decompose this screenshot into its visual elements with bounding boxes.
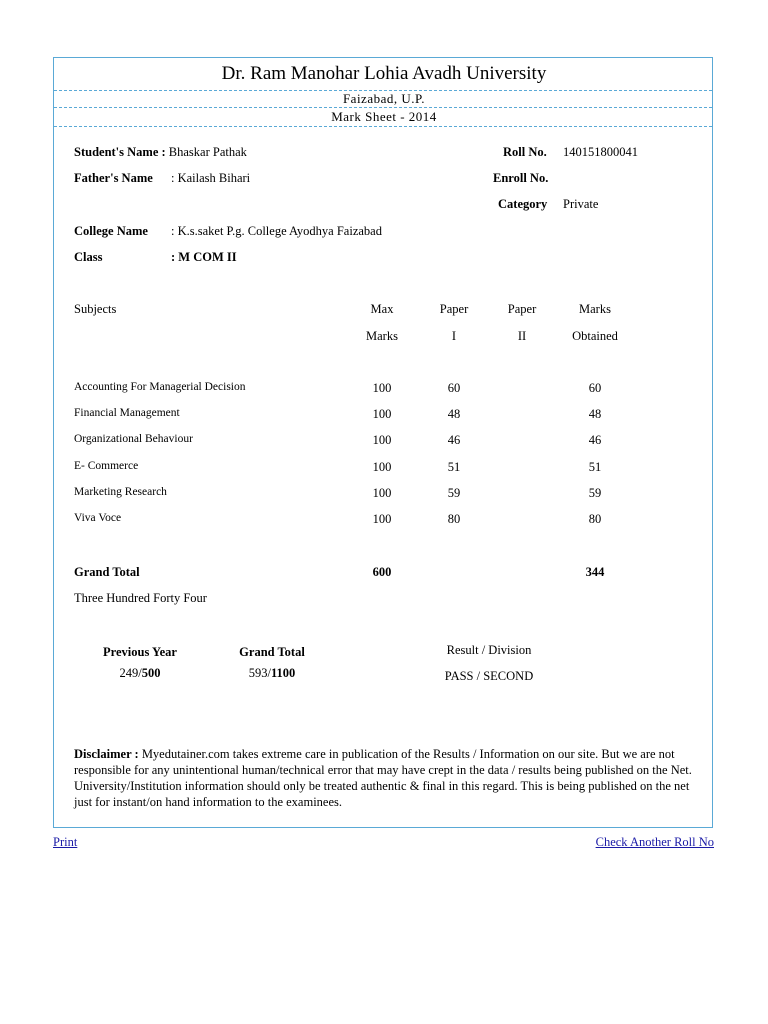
paper1-marks: 51 bbox=[447, 460, 461, 474]
grand-total-summary-value bbox=[226, 666, 318, 681]
grand-total-max-total: 1100 bbox=[270, 666, 296, 680]
obtained-marks: 80 bbox=[588, 512, 602, 526]
student-name-row bbox=[74, 145, 247, 160]
paper1-marks: 48 bbox=[447, 407, 461, 421]
disclaimer bbox=[74, 746, 699, 810]
max-marks: 100 bbox=[372, 407, 392, 421]
category-label: Category bbox=[498, 197, 548, 211]
obtained-marks: 60 bbox=[588, 381, 602, 395]
header-paper1-num: I bbox=[451, 329, 457, 343]
father-name-value: : Kailash Bihari bbox=[171, 171, 251, 185]
class-label: Class bbox=[74, 250, 103, 264]
subject-name: Accounting For Managerial Decision bbox=[74, 381, 246, 393]
enroll-no-label: Enroll No. bbox=[493, 171, 549, 185]
grand-total-max: 600 bbox=[372, 565, 392, 579]
roll-no-label: Roll No. bbox=[503, 145, 547, 159]
header-paper2: Paper bbox=[507, 302, 537, 316]
paper1-marks: 59 bbox=[447, 486, 461, 500]
subject-name: Marketing Research bbox=[74, 486, 167, 498]
max-marks: 100 bbox=[372, 486, 392, 500]
max-marks: 100 bbox=[372, 512, 392, 526]
previous-year-total: 500 bbox=[141, 666, 161, 680]
divider bbox=[54, 107, 712, 108]
paper1-marks: 46 bbox=[447, 433, 461, 447]
class-value: : M COM II bbox=[171, 250, 237, 264]
check-another-roll-no-link[interactable]: Check Another Roll No bbox=[595, 835, 714, 849]
marksheet-title: Mark Sheet - 2014 bbox=[331, 109, 437, 124]
category-value: Private bbox=[563, 197, 599, 211]
student-name-label: Student's Name : bbox=[74, 145, 166, 159]
paper1-marks: 60 bbox=[447, 381, 461, 395]
roll-no-value: 140151800041 bbox=[563, 145, 638, 159]
obtained-marks: 46 bbox=[588, 433, 602, 447]
print-link[interactable]: Print bbox=[53, 835, 78, 849]
header-obtained: Obtained bbox=[572, 329, 618, 343]
max-marks: 100 bbox=[372, 433, 392, 447]
header-max: Max bbox=[370, 302, 394, 316]
university-name: Dr. Ram Manohar Lohia Avadh University bbox=[221, 63, 547, 84]
previous-year-label: Previous Year bbox=[103, 645, 177, 659]
subject-name: Organizational Behaviour bbox=[74, 433, 193, 445]
subject-name: Financial Management bbox=[74, 407, 180, 419]
grand-total-summary-label: Grand Total bbox=[239, 645, 305, 659]
subject-name: E- Commerce bbox=[74, 460, 139, 472]
header-paper2-num: II bbox=[517, 329, 527, 343]
subject-name: Viva Voce bbox=[74, 512, 122, 524]
max-marks: 100 bbox=[372, 460, 392, 474]
disclaimer-label: Disclaimer : bbox=[74, 747, 139, 761]
obtained-marks: 59 bbox=[588, 486, 602, 500]
header-paper1: Paper bbox=[439, 302, 469, 316]
divider bbox=[54, 126, 712, 127]
total-in-words: Three Hundred Forty Four bbox=[74, 591, 207, 605]
university-place: Faizabad, U.P. bbox=[342, 91, 426, 106]
grand-total-score: 593/ bbox=[248, 666, 271, 680]
father-name-label: Father's Name bbox=[74, 171, 153, 185]
grand-total-obtained: 344 bbox=[585, 565, 605, 579]
student-name-value: Bhaskar Pathak bbox=[168, 145, 247, 159]
disclaimer-text: Myedutainer.com takes extreme care in publication of the Results / Information on our site. But we are not responsible for any unintentional human/technical error that may have crept in the data / results being published on the Net. University/Institution information should only be treated authentic & final in this regard. This is being published on the net just for instant/on hand information to the examinees. bbox=[74, 747, 692, 809]
result-label: Result / Division bbox=[446, 643, 532, 657]
header-marks: Marks bbox=[579, 302, 611, 316]
previous-year-score: 249/ bbox=[119, 666, 142, 680]
previous-year-value bbox=[94, 666, 186, 681]
paper1-marks: 80 bbox=[447, 512, 461, 526]
obtained-marks: 51 bbox=[588, 460, 602, 474]
max-marks: 100 bbox=[372, 381, 392, 395]
grand-total-label: Grand Total bbox=[74, 565, 140, 579]
header-subjects: Subjects bbox=[74, 302, 117, 316]
college-name-label: College Name bbox=[74, 224, 148, 238]
header-max-marks: Marks bbox=[366, 329, 398, 343]
marksheet-frame bbox=[53, 57, 713, 828]
result-value: PASS / SECOND bbox=[444, 669, 534, 683]
obtained-marks: 48 bbox=[588, 407, 602, 421]
college-name-value: : K.s.saket P.g. College Ayodhya Faizabad bbox=[171, 224, 382, 238]
